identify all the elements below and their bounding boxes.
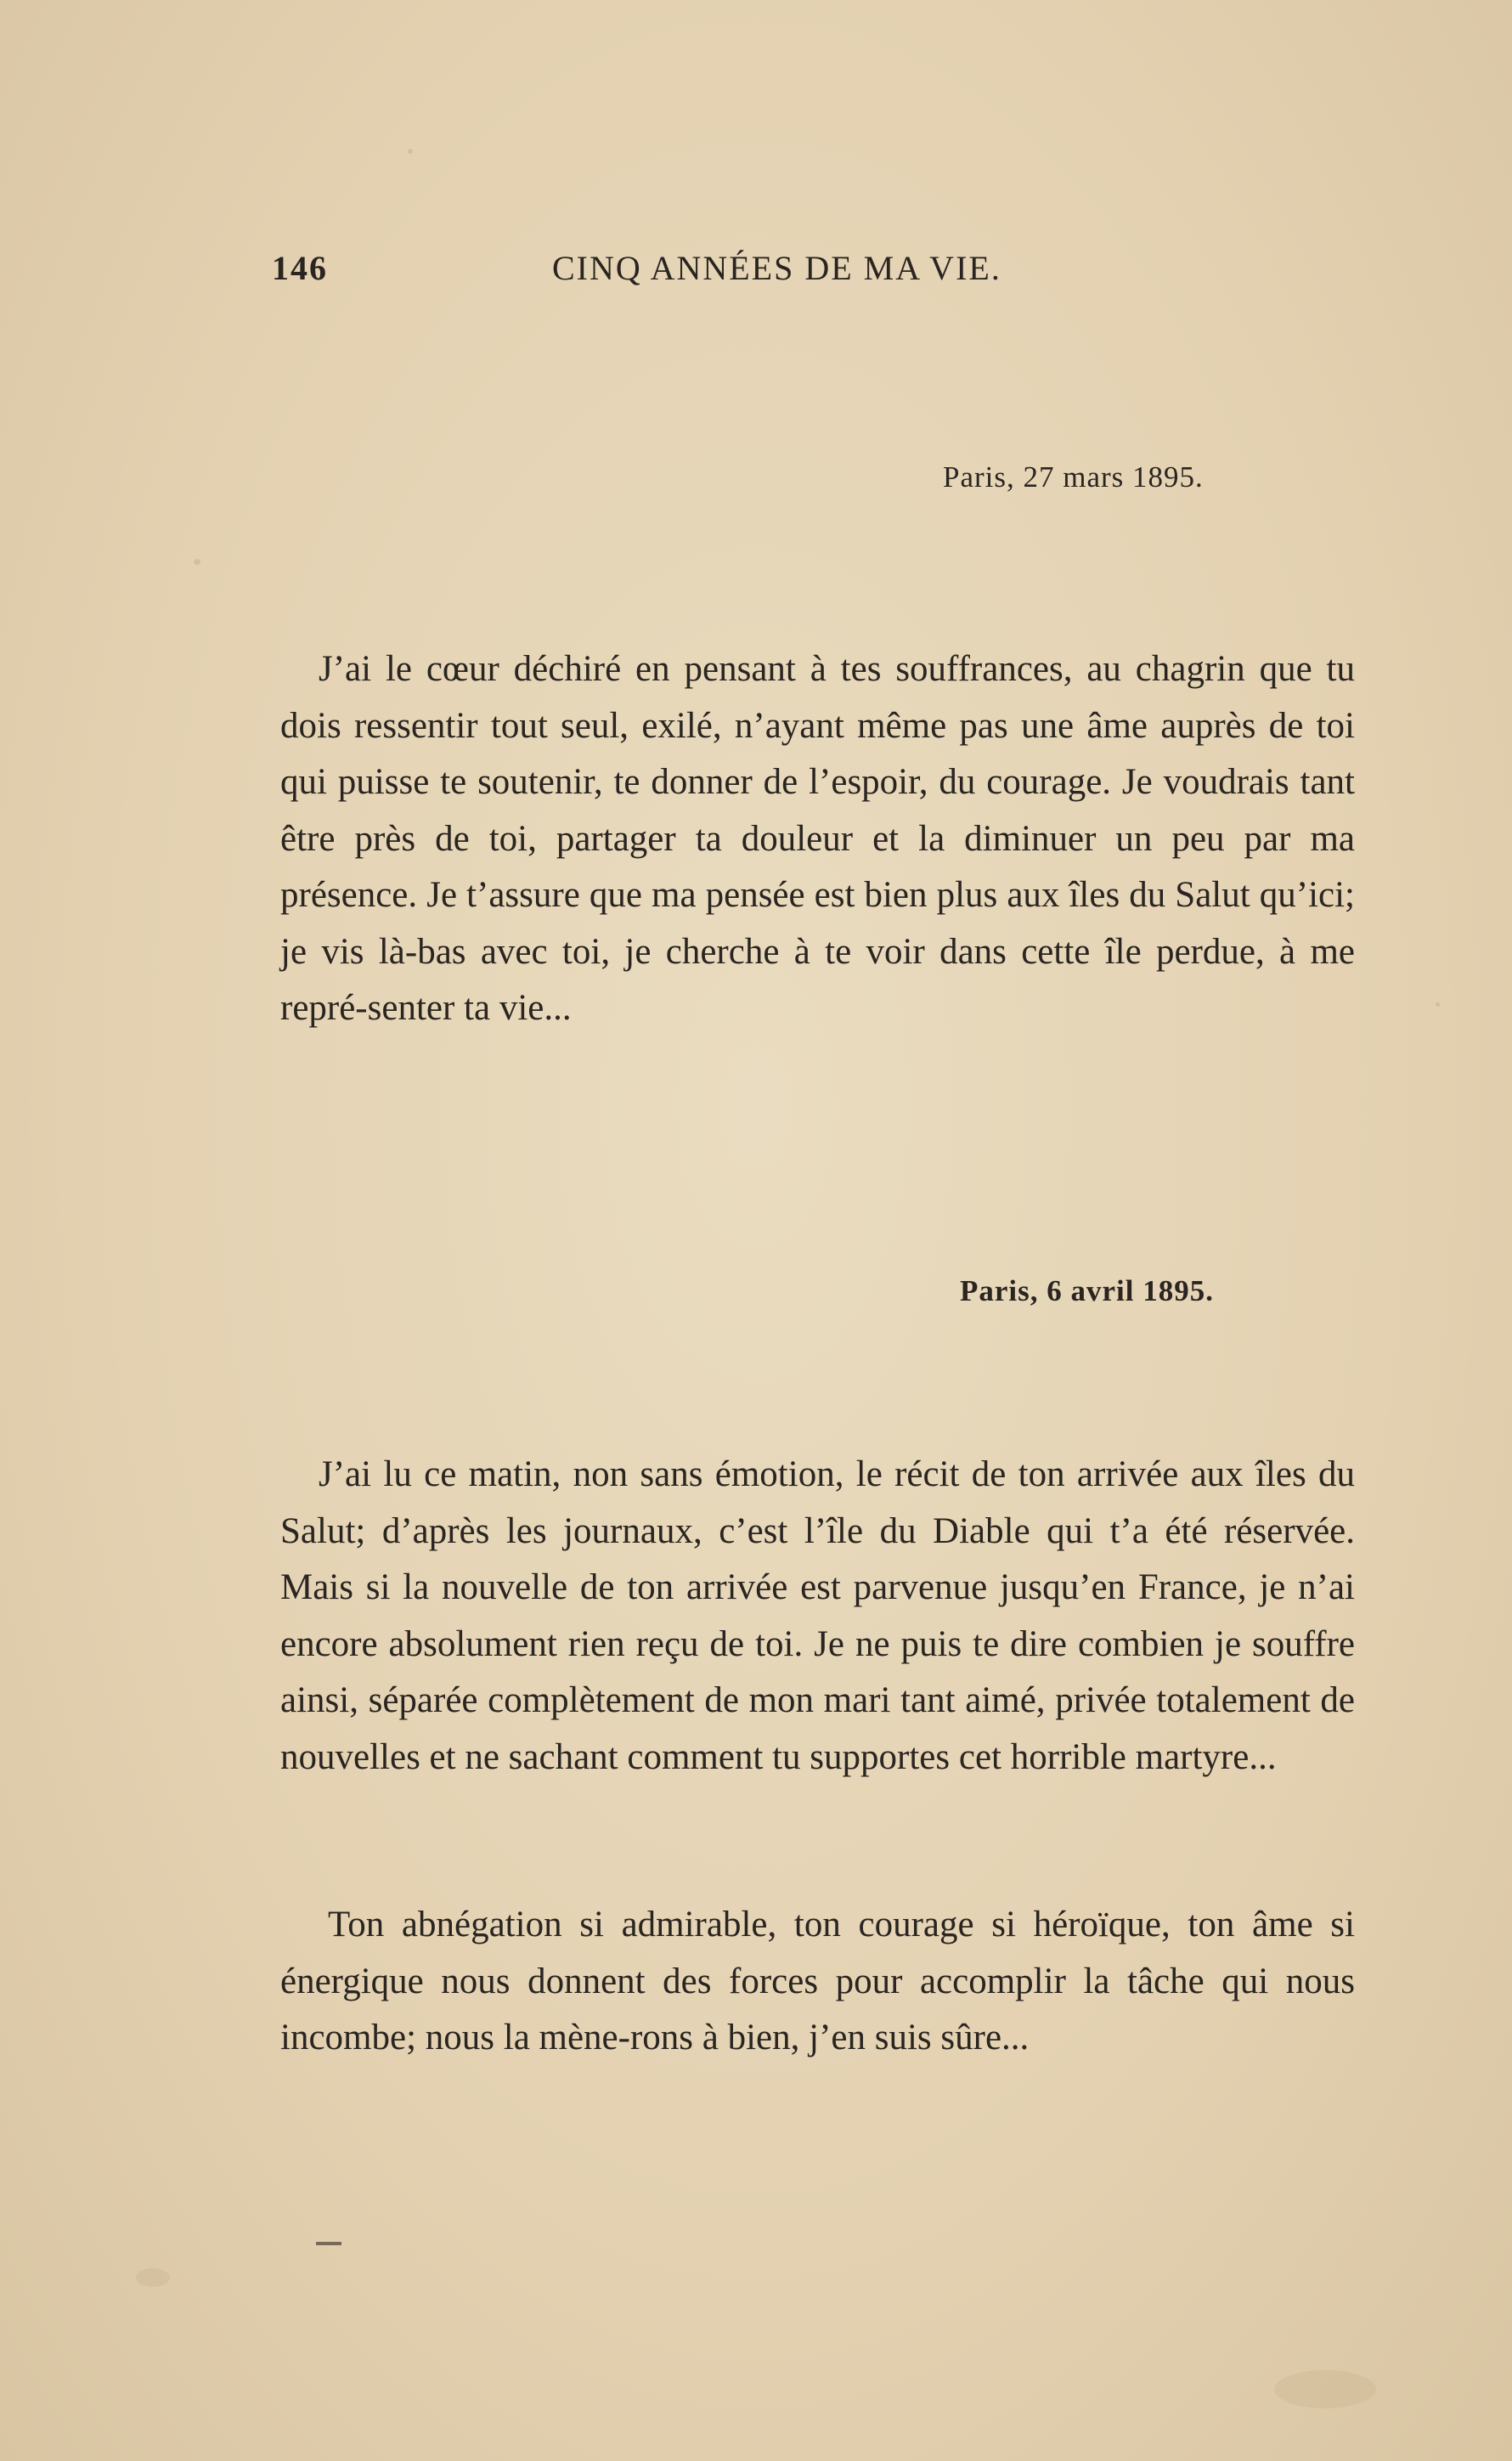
ink-mark — [316, 2242, 341, 2245]
letter-date: Paris, 27 mars 1895. — [943, 460, 1204, 494]
letter-paragraph: J’ai lu ce matin, non sans émotion, le récit de ton arrivée aux îles du Salut; d’après les journaux, c’est l’île du Diable qui t’a été réservée. Mais si la nouvelle de ton arrivée est parvenue jusqu’en France, je n’ai encore absolument rien reçu de toi. Je ne puis te dire combien je souffre ainsi, séparée complètement de mon mari tant aimé, privée totalement de nouvelles et ne sachant comment tu supportes cet horrible martyre... — [280, 1454, 1355, 1777]
paper-speck — [194, 559, 200, 565]
letter-paragraph: J’ai le cœur déchiré en pensant à tes souffrances, au chagrin que tu dois ressentir tout seul, exilé, n’ayant même pas une âme auprès de toi qui puisse te soutenir, te donner de l’espoir, du courage. Je voudrais tant être près de toi, partager ta douleur et la diminuer un peu par ma présence. Je t’assure que ma pensée est bien plus aux îles du Salut qu’ici; je vis là-bas avec toi, je cherche à te voir dans cette île perdue, à me repré-senter ta vie... — [280, 649, 1355, 1028]
paper-stain — [1274, 2370, 1376, 2408]
paper-speck — [1436, 1002, 1440, 1007]
running-title: CINQ ANNÉES DE MA VIE. — [552, 249, 1001, 287]
paper-speck — [408, 149, 413, 154]
running-header — [272, 248, 1079, 299]
letter-date: Paris, 6 avril 1895. — [960, 1274, 1214, 1307]
paper-stain — [136, 2268, 170, 2287]
page-number: 146 — [272, 249, 328, 287]
letter-paragraph: Ton abnégation si admirable, ton courage si héroïque, ton âme si énergique nous donnent des forces pour accomplir la tâche qui nous incombe; nous la mène-rons à bien, j’en suis sûre... — [280, 1905, 1355, 2057]
